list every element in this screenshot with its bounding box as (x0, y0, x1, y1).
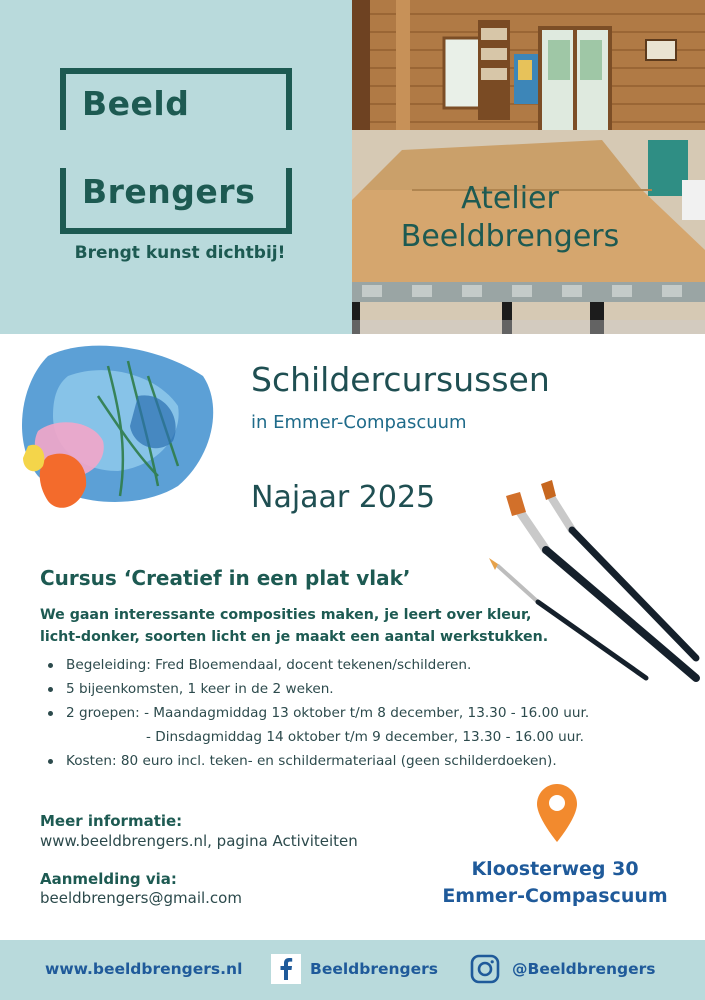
bullet-dot (48, 759, 53, 764)
footer-facebook-link[interactable]: Beeldbrengers (310, 960, 439, 978)
page-title: Schildercursussen (251, 360, 550, 399)
beeldbrengers-logo (60, 68, 292, 234)
course-intro (40, 604, 549, 648)
facebook-icon-glyph (271, 954, 301, 984)
paint-splash-illustration (8, 336, 223, 516)
list-item-text: Begeleiding: Fred Bloemendaal, docent tekenen/schilderen. (66, 657, 472, 673)
atelier-title (360, 180, 660, 256)
list-item (46, 677, 606, 701)
more-info-label: Meer informatie: (40, 812, 183, 830)
top-banner (0, 0, 705, 334)
footer-website-link[interactable]: www.beeldbrengers.nl (45, 960, 243, 978)
footer (0, 940, 705, 1000)
list-item-text: 5 bijeenkomsten, 1 keer in de 2 weken. (66, 681, 334, 697)
signup-label: Aanmelding via: (40, 870, 177, 888)
list-item-text: Kosten: 80 euro incl. teken- en schildermateriaal (geen schilderdoeken). (66, 753, 557, 769)
location-subtitle: in Emmer-Compascuum (251, 412, 467, 433)
address (430, 856, 680, 910)
tagline: Brengt kunst dichtbij! (74, 243, 286, 263)
season-heading: Najaar 2025 (251, 480, 436, 515)
address-street: Kloosterweg 30 (471, 858, 639, 880)
course-details-list (46, 653, 606, 773)
facebook-icon[interactable] (271, 954, 301, 984)
address-city: Emmer-Compascuum (442, 885, 668, 907)
atelier-photo-illustration (352, 0, 705, 334)
map-pin-icon (537, 784, 577, 842)
list-item-text: - Dinsdagmiddag 14 oktober t/m 9 december, 13.30 - 16.00 uur. (146, 729, 584, 745)
logo-word-brengers: Brengers (82, 172, 256, 211)
course-intro-line1: We gaan interessante composities maken, je leert over kleur, (40, 607, 532, 623)
list-item (46, 701, 606, 725)
list-item-text: 2 groepen: - Maandagmiddag 13 oktober t/m 8 december, 13.30 - 16.00 uur. (66, 705, 590, 721)
bullet-dot (48, 687, 53, 692)
instagram-icon-glyph (469, 953, 501, 985)
atelier-title-line1: Atelier (461, 181, 559, 216)
more-info-link[interactable]: www.beeldbrengers.nl, pagina Activiteiten (40, 832, 358, 850)
course-title: Cursus ‘Creatief in een plat vlak’ (40, 566, 411, 590)
bullet-dot (48, 663, 53, 668)
logo-word-beeld: Beeld (82, 84, 190, 123)
atelier-title-line2: Beeldbrengers (400, 219, 620, 254)
atelier-photo (352, 0, 705, 334)
list-item (46, 749, 606, 773)
instagram-icon[interactable] (469, 953, 501, 985)
list-item (46, 653, 606, 677)
signup-email-link[interactable]: beeldbrengers@gmail.com (40, 889, 242, 907)
list-item (46, 725, 606, 749)
bullet-dot (48, 711, 53, 716)
course-intro-line2: licht-donker, soorten licht en je maakt een aantal werkstukken. (40, 629, 549, 645)
footer-instagram-link[interactable]: @Beeldbrengers (512, 960, 656, 978)
